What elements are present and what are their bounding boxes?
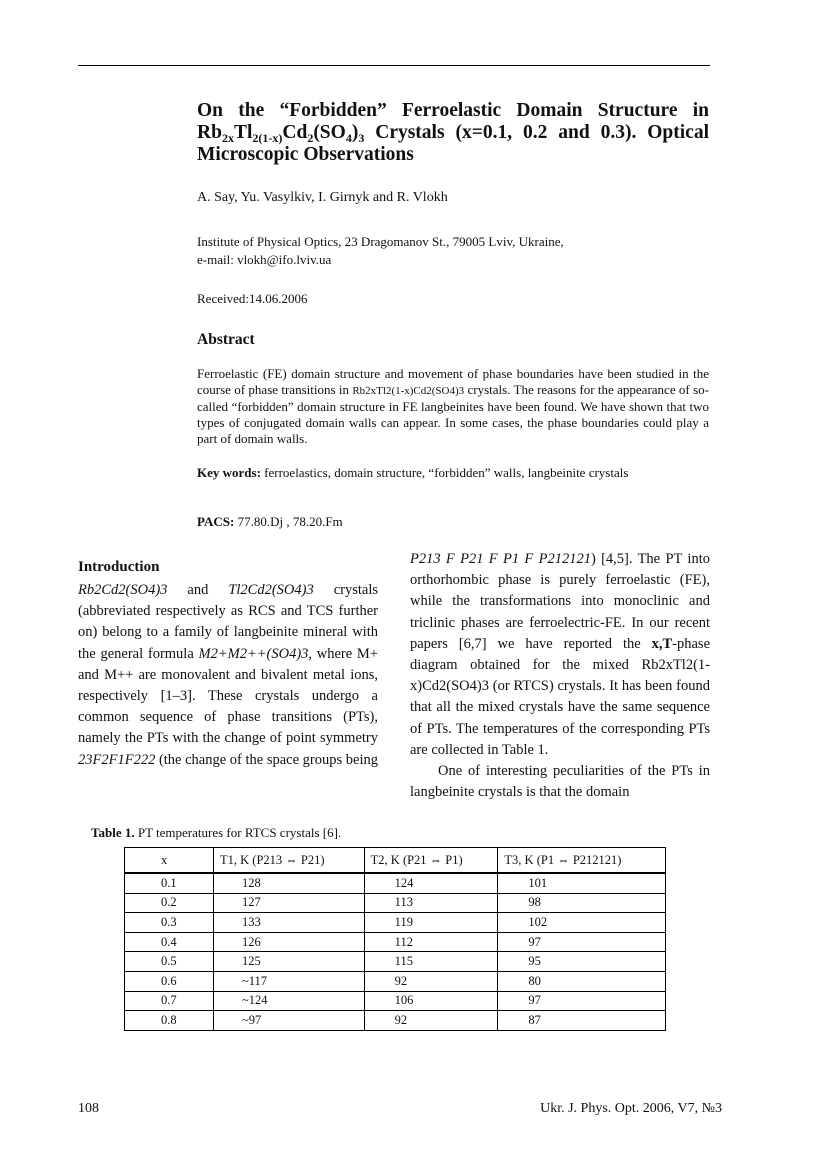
abstract-text: Ferroelastic (FE) domain structure and movement of phase boundaries have been studied in the course of phase transitions in Rb2xTl2(1-x)Cd2(SO4)3 crystals. The reasons for the appearance of so-called “forbidden” domain structure in FE langbeinites have been found. We have shown that two types of conjugated domain walls can appear. In some cases, the phase boundaries could play a part of domain walls. [197,366,709,446]
page-number: 108 [78,1101,99,1116]
table-caption: Table 1. PT temperatures for RTCS crystals [6]. [91,825,342,840]
received-date: Received:14.06.2006 [197,291,308,306]
table-row: 0.4 126 112 97 [125,932,666,952]
col-header-t1: T1, K (P213 ⇔ P21) [214,848,365,874]
pacs: PACS: 77.80.Dj , 78.20.Fm [197,514,343,529]
paper-title: On the “Forbidden” Ferroelastic Domain Structure in $Rb_{2x}Tl_{2(1-x)}Cd_2(SO_4)_3$ Crystals (x=0.1, 0.2 and 0.3). Optical Microscopic Observations [197,100,709,165]
pt-temperature-table [124,847,666,1031]
table-header-row [125,848,666,874]
body-column-right: P213 F P21 F P1 F P212121) [4,5]. The PT into orthorhombic phase is purely ferroelastic (FE), while the transformations into monoclinic and triclinic phases are ferroelectric-FE. In our recent papers [6,7] we have reported the x,T-phase diagram obtained for the mixed Rb2xTl2(1-x)Cd2(SO4)3 (or RTCS) crystals. It has been found that all the mixed crystals have the same sequence of PTs. The temperatures of the corresponding PTs are collected in Table 1. One of interesting peculiarities of the PTs in langbeinite crystals is that the domain [410,551,710,801]
body-column-left: Rb2Cd2(SO4)3 and Tl2Cd2(SO4)3 crystals (abbreviated respectively as RCS and TCS further on) belong to a family of langbeinite mineral with the general formula M2+M2++(SO4)3, where M+ and M++ are monovalent and bivalent metal ions, respectively [1–3]. These crystals undergo a common sequence of phase transitions (PTs), namely the PTs with the change of point symmetry 23F2F1F222 (the change of the space groups being [78,582,379,768]
table-row: 0.8 ~97 92 87 [125,1011,666,1031]
authors: A. Say, Yu. Vasylkiv, I. Girnyk and R. Vlokh [197,190,448,205]
introduction-heading: Introduction [78,559,160,575]
affiliation [197,233,709,269]
affiliation-email: e-mail: vlokh@ifo.lviv.ua [197,252,332,267]
table-row: 0.2 127 113 98 [125,893,666,913]
table-row: 0.7 ~124 106 97 [125,991,666,1011]
keywords: Key words: ferroelastics, domain structure, “forbidden” walls, langbeinite crystals [197,465,629,480]
abstract-heading: Abstract [197,331,255,348]
journal-reference: Ukr. J. Phys. Opt. 2006, V7, №3 [540,1101,722,1116]
header-rule [78,65,710,66]
table-row: 0.5 125 115 95 [125,952,666,972]
table-row: 0.1 128 124 101 [125,873,666,893]
affiliation-address: Institute of Physical Optics, 23 Dragomanov St., 79005 Lviv, Ukraine, [197,234,564,249]
col-header-t3: T3, K (P1 ⇔ P212121) [498,848,666,874]
col-header-x: x [125,848,214,874]
table-row: 0.3 133 119 102 [125,913,666,933]
col-header-t2: T2, K (P21 ⇔ P1) [364,848,498,874]
table-row: 0.6 ~117 92 80 [125,971,666,991]
abstract-formula: Rb2xTl2(1-x)Cd2(SO4)3 [352,385,465,397]
